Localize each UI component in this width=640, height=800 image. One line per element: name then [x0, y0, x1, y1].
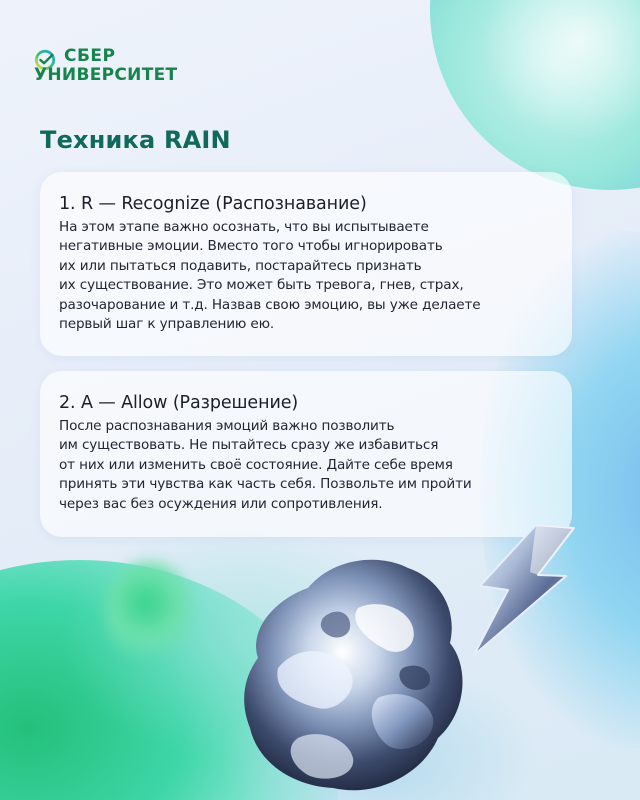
brand-logo — [34, 48, 177, 84]
chrome-stone-illustration — [238, 548, 473, 800]
card-text: На этом этапе важно осознать, что вы испытываете негативные эмоции. Вместо того чтобы игнорировать их или пытаться подавить, постарайтесь признать их существование. Это может быть тревога, гнев, страх, разочарование и т.д. Назвав свою эмоцию, вы уже делаете первый шаг к управлению ею. — [59, 219, 481, 333]
card-heading: 1. R — Recognize (Распознавание) — [59, 194, 367, 214]
brand-name-line2: УНИВЕРСИТЕТ — [34, 65, 178, 85]
page-title: Техника RAIN — [40, 126, 231, 154]
step-card-allow — [40, 371, 572, 537]
step-card-recognize — [40, 172, 572, 356]
card-text: После распознавания эмоций важно позволить им существовать. Не пытайтесь сразу же избавиться от них или изменить своё состояние. Дайте себе время принять эти чувства как часть себя. Позвольте им пройти через вас без осуждения или сопротивления. — [59, 418, 472, 512]
lightning-bolt-illustration — [466, 520, 582, 660]
card-heading: 2. A — Allow (Разрешение) — [59, 393, 299, 413]
decor-green-orb — [105, 560, 195, 670]
brand-name-line1: СБЕР — [64, 46, 116, 66]
